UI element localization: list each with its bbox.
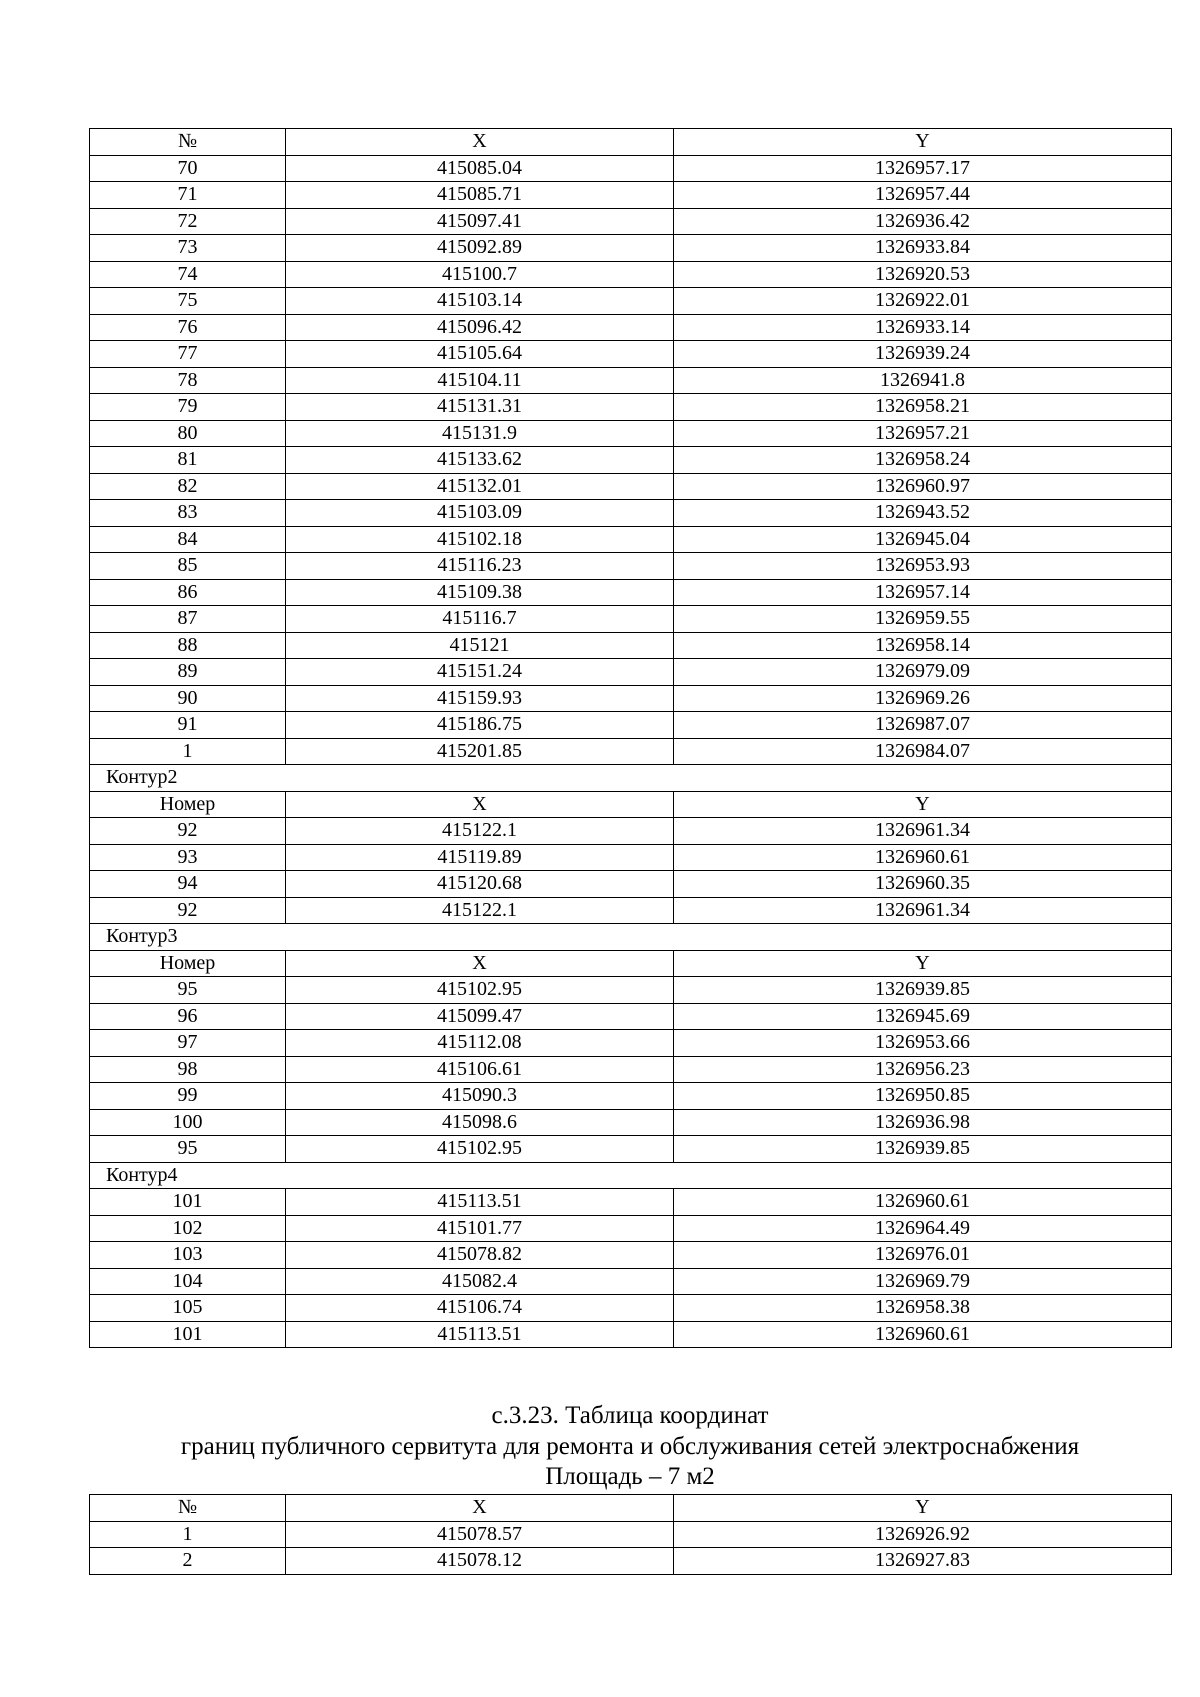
cell-y: 1326958.38 — [674, 1295, 1172, 1322]
header-num: № — [90, 1495, 286, 1522]
table-row — [90, 897, 1172, 924]
cell-num: 81 — [90, 447, 286, 474]
table-row — [90, 473, 1172, 500]
cell-y: 1326960.61 — [674, 1189, 1172, 1216]
cell-y: 1326933.14 — [674, 314, 1172, 341]
cell-num: 88 — [90, 632, 286, 659]
cell-num: 96 — [90, 1003, 286, 1030]
table-row — [90, 712, 1172, 739]
cell-x: 415092.89 — [286, 235, 674, 262]
cell-x: 415106.74 — [286, 1295, 674, 1322]
cell-num: 71 — [90, 182, 286, 209]
table-row — [90, 1136, 1172, 1163]
cell-x: 415119.89 — [286, 844, 674, 871]
cell-x: 415097.41 — [286, 208, 674, 235]
cell-x: 415078.82 — [286, 1242, 674, 1269]
cell-y: 1326960.35 — [674, 871, 1172, 898]
cell-x: 415122.1 — [286, 818, 674, 845]
cell-num: 1 — [90, 1521, 286, 1548]
table-row — [90, 341, 1172, 368]
cell-x: 415100.7 — [286, 261, 674, 288]
section-title: с.3.23. Таблица координат — [491, 1402, 769, 1429]
cell-x: 415104.11 — [286, 367, 674, 394]
servitude-table-body — [90, 1495, 1172, 1575]
cell-x: 415078.12 — [286, 1548, 674, 1575]
contour-label-row — [90, 1162, 1172, 1189]
header-x: X — [286, 950, 674, 977]
cell-x: 415102.18 — [286, 526, 674, 553]
table-row — [90, 155, 1172, 182]
cell-y: 1326960.61 — [674, 844, 1172, 871]
cell-num: 87 — [90, 606, 286, 633]
table-row — [90, 500, 1172, 527]
table-row — [90, 1242, 1172, 1269]
cell-num: 101 — [90, 1189, 286, 1216]
cell-x: 415121 — [286, 632, 674, 659]
cell-y: 1326936.98 — [674, 1109, 1172, 1136]
table-row — [90, 1268, 1172, 1295]
cell-num: 89 — [90, 659, 286, 686]
cell-x: 415132.01 — [286, 473, 674, 500]
cell-y: 1326943.52 — [674, 500, 1172, 527]
cell-num: 1 — [90, 738, 286, 765]
cell-num: 75 — [90, 288, 286, 315]
table-row — [90, 659, 1172, 686]
cell-x: 415131.9 — [286, 420, 674, 447]
section-subtitle: границ публичного сервитута для ремонта и обслуживания сетей электроснабжения — [180, 1433, 1080, 1460]
cell-x: 415201.85 — [286, 738, 674, 765]
cell-y: 1326957.44 — [674, 182, 1172, 209]
cell-num: 98 — [90, 1056, 286, 1083]
cell-num: 90 — [90, 685, 286, 712]
cell-x: 415122.1 — [286, 897, 674, 924]
cell-y: 1326945.69 — [674, 1003, 1172, 1030]
table-row — [90, 844, 1172, 871]
cell-y: 1326969.26 — [674, 685, 1172, 712]
cell-num: 78 — [90, 367, 286, 394]
contour-label-row — [90, 924, 1172, 951]
cell-num: 73 — [90, 235, 286, 262]
cell-y: 1326950.85 — [674, 1083, 1172, 1110]
cell-num: 72 — [90, 208, 286, 235]
contour-label-row — [90, 765, 1172, 792]
cell-y: 1326939.85 — [674, 977, 1172, 1004]
cell-num: 100 — [90, 1109, 286, 1136]
table-row — [90, 261, 1172, 288]
cell-y: 1326953.66 — [674, 1030, 1172, 1057]
cell-x: 415109.38 — [286, 579, 674, 606]
cell-num: 105 — [90, 1295, 286, 1322]
header-num: № — [90, 129, 286, 156]
cell-num: 2 — [90, 1548, 286, 1575]
table-row — [90, 579, 1172, 606]
table-row — [90, 1189, 1172, 1216]
cell-y: 1326958.24 — [674, 447, 1172, 474]
contour-header-row — [90, 791, 1172, 818]
cell-y: 1326939.85 — [674, 1136, 1172, 1163]
cell-x: 415101.77 — [286, 1215, 674, 1242]
table-row — [90, 367, 1172, 394]
table-row — [90, 1109, 1172, 1136]
cell-y: 1326953.93 — [674, 553, 1172, 580]
cell-y: 1326957.14 — [674, 579, 1172, 606]
cell-num: 97 — [90, 1030, 286, 1057]
cell-y: 1326984.07 — [674, 738, 1172, 765]
header-y: Y — [674, 1495, 1172, 1522]
cell-x: 415085.71 — [286, 182, 674, 209]
header-num: Номер — [90, 950, 286, 977]
table-header-row — [90, 1495, 1172, 1522]
header-y: Y — [674, 129, 1172, 156]
coordinates-table-continued — [89, 128, 1172, 1348]
cell-y: 1326939.24 — [674, 341, 1172, 368]
cell-num: 95 — [90, 977, 286, 1004]
cell-x: 415112.08 — [286, 1030, 674, 1057]
header-x: X — [286, 791, 674, 818]
cell-y: 1326959.55 — [674, 606, 1172, 633]
cell-x: 415133.62 — [286, 447, 674, 474]
table-row — [90, 1215, 1172, 1242]
cell-x: 415102.95 — [286, 977, 674, 1004]
cell-x: 415120.68 — [286, 871, 674, 898]
table-row — [90, 314, 1172, 341]
contour-label: Контур4 — [90, 1162, 1172, 1189]
cell-y: 1326958.14 — [674, 632, 1172, 659]
cell-num: 104 — [90, 1268, 286, 1295]
table-row — [90, 1548, 1172, 1575]
cell-x: 415090.3 — [286, 1083, 674, 1110]
table-row — [90, 1056, 1172, 1083]
cell-x: 415098.6 — [286, 1109, 674, 1136]
cell-x: 415102.95 — [286, 1136, 674, 1163]
cell-y: 1326960.61 — [674, 1321, 1172, 1348]
cell-x: 415085.04 — [286, 155, 674, 182]
cell-num: 94 — [90, 871, 286, 898]
header-x: X — [286, 129, 674, 156]
cell-num: 74 — [90, 261, 286, 288]
cell-y: 1326945.04 — [674, 526, 1172, 553]
cell-num: 99 — [90, 1083, 286, 1110]
cell-y: 1326976.01 — [674, 1242, 1172, 1269]
cell-x: 415113.51 — [286, 1189, 674, 1216]
table-row — [90, 1321, 1172, 1348]
cell-num: 93 — [90, 844, 286, 871]
cell-y: 1326941.8 — [674, 367, 1172, 394]
cell-y: 1326987.07 — [674, 712, 1172, 739]
cell-num: 92 — [90, 818, 286, 845]
contour-label: Контур2 — [90, 765, 1172, 792]
table-row — [90, 553, 1172, 580]
cell-x: 415131.31 — [286, 394, 674, 421]
cell-y: 1326960.97 — [674, 473, 1172, 500]
cell-y: 1326926.92 — [674, 1521, 1172, 1548]
cell-x: 415078.57 — [286, 1521, 674, 1548]
table-row — [90, 1295, 1172, 1322]
cell-x: 415151.24 — [286, 659, 674, 686]
table-row — [90, 738, 1172, 765]
cell-x: 415106.61 — [286, 1056, 674, 1083]
cell-num: 79 — [90, 394, 286, 421]
header-x: X — [286, 1495, 674, 1522]
cell-y: 1326961.34 — [674, 818, 1172, 845]
servitude-coordinates-table — [89, 1494, 1172, 1575]
header-y: Y — [674, 791, 1172, 818]
cell-x: 415103.09 — [286, 500, 674, 527]
cell-num: 101 — [90, 1321, 286, 1348]
cell-y: 1326957.17 — [674, 155, 1172, 182]
cell-num: 91 — [90, 712, 286, 739]
table-row — [90, 871, 1172, 898]
cell-x: 415116.23 — [286, 553, 674, 580]
cell-x: 415113.51 — [286, 1321, 674, 1348]
table-row — [90, 1521, 1172, 1548]
cell-y: 1326927.83 — [674, 1548, 1172, 1575]
cell-y: 1326922.01 — [674, 288, 1172, 315]
contour-header-row — [90, 950, 1172, 977]
cell-x: 415105.64 — [286, 341, 674, 368]
table-row — [90, 288, 1172, 315]
cell-x: 415159.93 — [286, 685, 674, 712]
table-row — [90, 182, 1172, 209]
cell-num: 103 — [90, 1242, 286, 1269]
cell-y: 1326936.42 — [674, 208, 1172, 235]
table-header-row — [90, 129, 1172, 156]
table-row — [90, 606, 1172, 633]
cell-num: 95 — [90, 1136, 286, 1163]
cell-x: 415099.47 — [286, 1003, 674, 1030]
table-row — [90, 447, 1172, 474]
cell-y: 1326979.09 — [674, 659, 1172, 686]
cell-y: 1326920.53 — [674, 261, 1172, 288]
cell-x: 415186.75 — [286, 712, 674, 739]
table-row — [90, 685, 1172, 712]
cell-num: 102 — [90, 1215, 286, 1242]
table-row — [90, 818, 1172, 845]
cell-num: 83 — [90, 500, 286, 527]
table-row — [90, 420, 1172, 447]
cell-num: 85 — [90, 553, 286, 580]
coordinates-table-body — [90, 129, 1172, 1348]
cell-num: 86 — [90, 579, 286, 606]
cell-x: 415116.7 — [286, 606, 674, 633]
table-row — [90, 1003, 1172, 1030]
section-area: Площадь – 7 м2 — [545, 1463, 715, 1490]
table-row — [90, 235, 1172, 262]
cell-x: 415103.14 — [286, 288, 674, 315]
cell-num: 84 — [90, 526, 286, 553]
cell-num: 76 — [90, 314, 286, 341]
cell-y: 1326964.49 — [674, 1215, 1172, 1242]
table-row — [90, 526, 1172, 553]
cell-num: 80 — [90, 420, 286, 447]
cell-num: 82 — [90, 473, 286, 500]
table-row — [90, 394, 1172, 421]
cell-y: 1326958.21 — [674, 394, 1172, 421]
cell-num: 77 — [90, 341, 286, 368]
contour-label: Контур3 — [90, 924, 1172, 951]
table-row — [90, 632, 1172, 659]
header-num: Номер — [90, 791, 286, 818]
header-y: Y — [674, 950, 1172, 977]
cell-x: 415096.42 — [286, 314, 674, 341]
cell-y: 1326961.34 — [674, 897, 1172, 924]
cell-x: 415082.4 — [286, 1268, 674, 1295]
cell-y: 1326933.84 — [674, 235, 1172, 262]
table-row — [90, 1030, 1172, 1057]
cell-num: 70 — [90, 155, 286, 182]
cell-num: 92 — [90, 897, 286, 924]
table-row — [90, 1083, 1172, 1110]
cell-y: 1326956.23 — [674, 1056, 1172, 1083]
table-row — [90, 977, 1172, 1004]
cell-y: 1326969.79 — [674, 1268, 1172, 1295]
cell-y: 1326957.21 — [674, 420, 1172, 447]
table-row — [90, 208, 1172, 235]
